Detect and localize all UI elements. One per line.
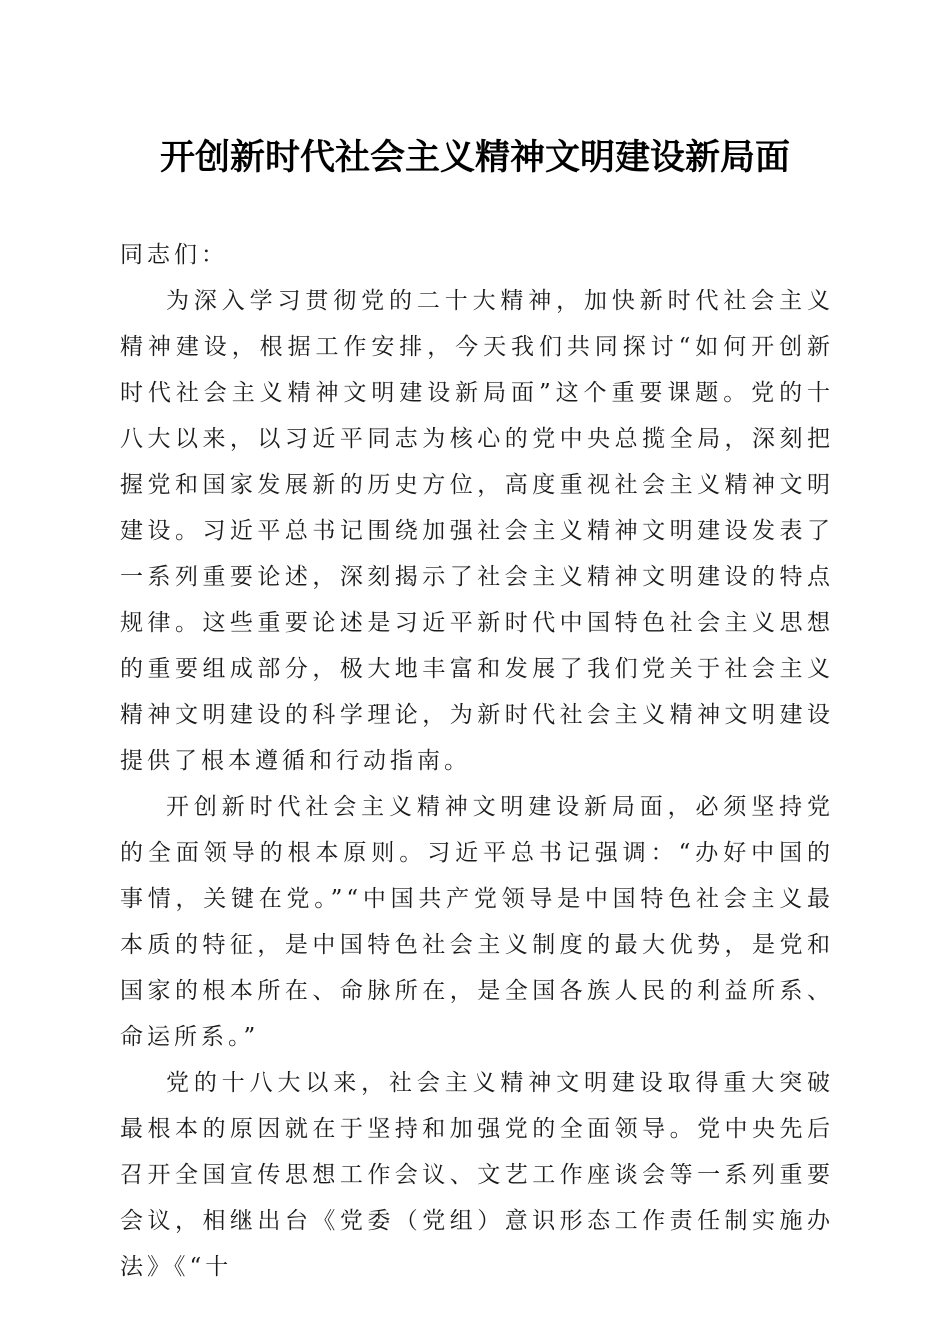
document-title: 开创新时代社会主义精神文明建设新局面	[159, 137, 790, 178]
salutation: 同志们：	[120, 242, 228, 268]
paragraph-2: 开创新时代社会主义精神文明建设新局面，必须坚持党的全面领导的根本原则。习近平总书记强调：“办好中国的事情，关键在党。”“中国共产党领导是中国特色社会主义最本质的特征，是中国特色社会主义制度的最大优势，是党和国家的根本所在、命脉所在，是全国各族人民的利益所系、命运所系。”	[120, 794, 834, 1050]
paragraph-1: 为深入学习贯彻党的二十大精神，加快新时代社会主义精神建设，根据工作安排，今天我们共同探讨“如何开创新时代社会主义精神文明建设新局面”这个重要课题。党的十八大以来，以习近平同志为核心的党中央总揽全局，深刻把握党和国家发展新的历史方位，高度重视社会主义精神文明建设。习近平总书记围绕加强社会主义精神文明建设发表了一系列重要论述，深刻揭示了社会主义精神文明建设的特点规律。这些重要论述是习近平新时代中国特色社会主义思想的重要组成部分，极大地丰富和发展了我们党关于社会主义精神文明建设的科学理论，为新时代社会主义精神文明建设提供了根本遵循和行动指南。	[120, 288, 834, 774]
document-body	[120, 232, 834, 1290]
paragraph-3: 党的十八大以来，社会主义精神文明建设取得重大突破最根本的原因就在于坚持和加强党的全面领导。党中央先后召开全国宣传思想工作会议、文艺工作座谈会等一系列重要会议，相继出台《党委（党组）意识形态工作责任制实施办法》《“十	[120, 1070, 834, 1280]
